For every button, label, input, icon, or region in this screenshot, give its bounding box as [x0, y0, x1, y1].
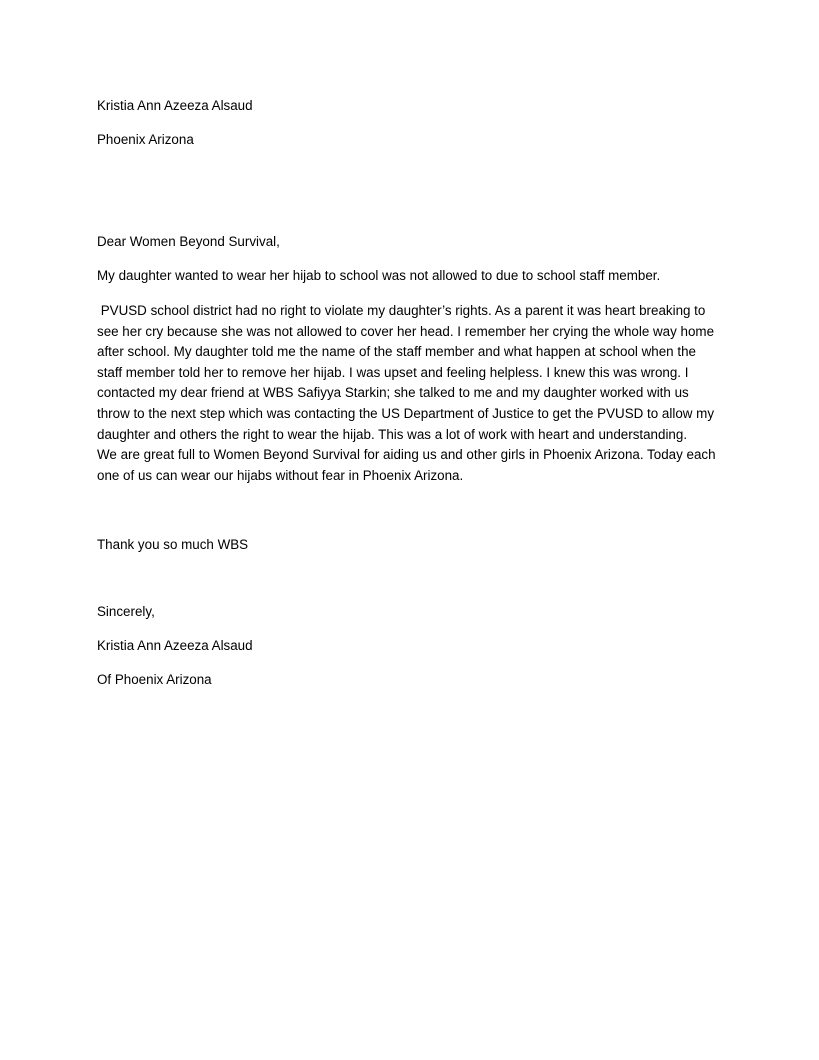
- body-line: staff member told her to remove her hijab. I was upset and feeling helpless. I knew this was wrong. I: [97, 364, 689, 380]
- body-line: after school. My daughter told me the name of the staff member and what happen at school when the: [97, 344, 696, 360]
- thanks-line: Thank you so much WBS: [97, 537, 249, 552]
- closing: Sincerely,: [97, 604, 155, 619]
- body-line: daughter and others the right to wear the hijab. This was a lot of work with heart and understanding.: [97, 426, 688, 442]
- body-line: throw to the next step which was contacting the US Department of Justice to get the PVUSD to allow my: [97, 405, 715, 421]
- body-line: We are great full to Women Beyond Survival for aiding us and other girls in Phoenix Arizona. Today each: [97, 447, 716, 463]
- body-paragraph: [97, 301, 737, 486]
- salutation: Dear Women Beyond Survival,: [97, 234, 280, 249]
- body-line: contacted my dear friend at WBS Safiyya Starkin; she talked to me and my daughter worked with us: [97, 385, 689, 401]
- signature-location: Of Phoenix Arizona: [97, 672, 212, 687]
- intro-paragraph: My daughter wanted to wear her hijab to school was not allowed to due to school staff member.: [97, 268, 661, 283]
- sender-name: Kristia Ann Azeeza Alsaud: [97, 98, 253, 113]
- sender-location: Phoenix Arizona: [97, 132, 194, 147]
- body-line: PVUSD school district had no right to violate my daughter’s rights. As a parent it was heart breaking to: [97, 303, 706, 318]
- body-line: see her cry because she was not allowed to cover her head. I remember her crying the whole way home: [97, 323, 715, 339]
- signature-name: Kristia Ann Azeeza Alsaud: [97, 638, 253, 653]
- body-line: one of us can wear our hijabs without fear in Phoenix Arizona.: [97, 467, 464, 483]
